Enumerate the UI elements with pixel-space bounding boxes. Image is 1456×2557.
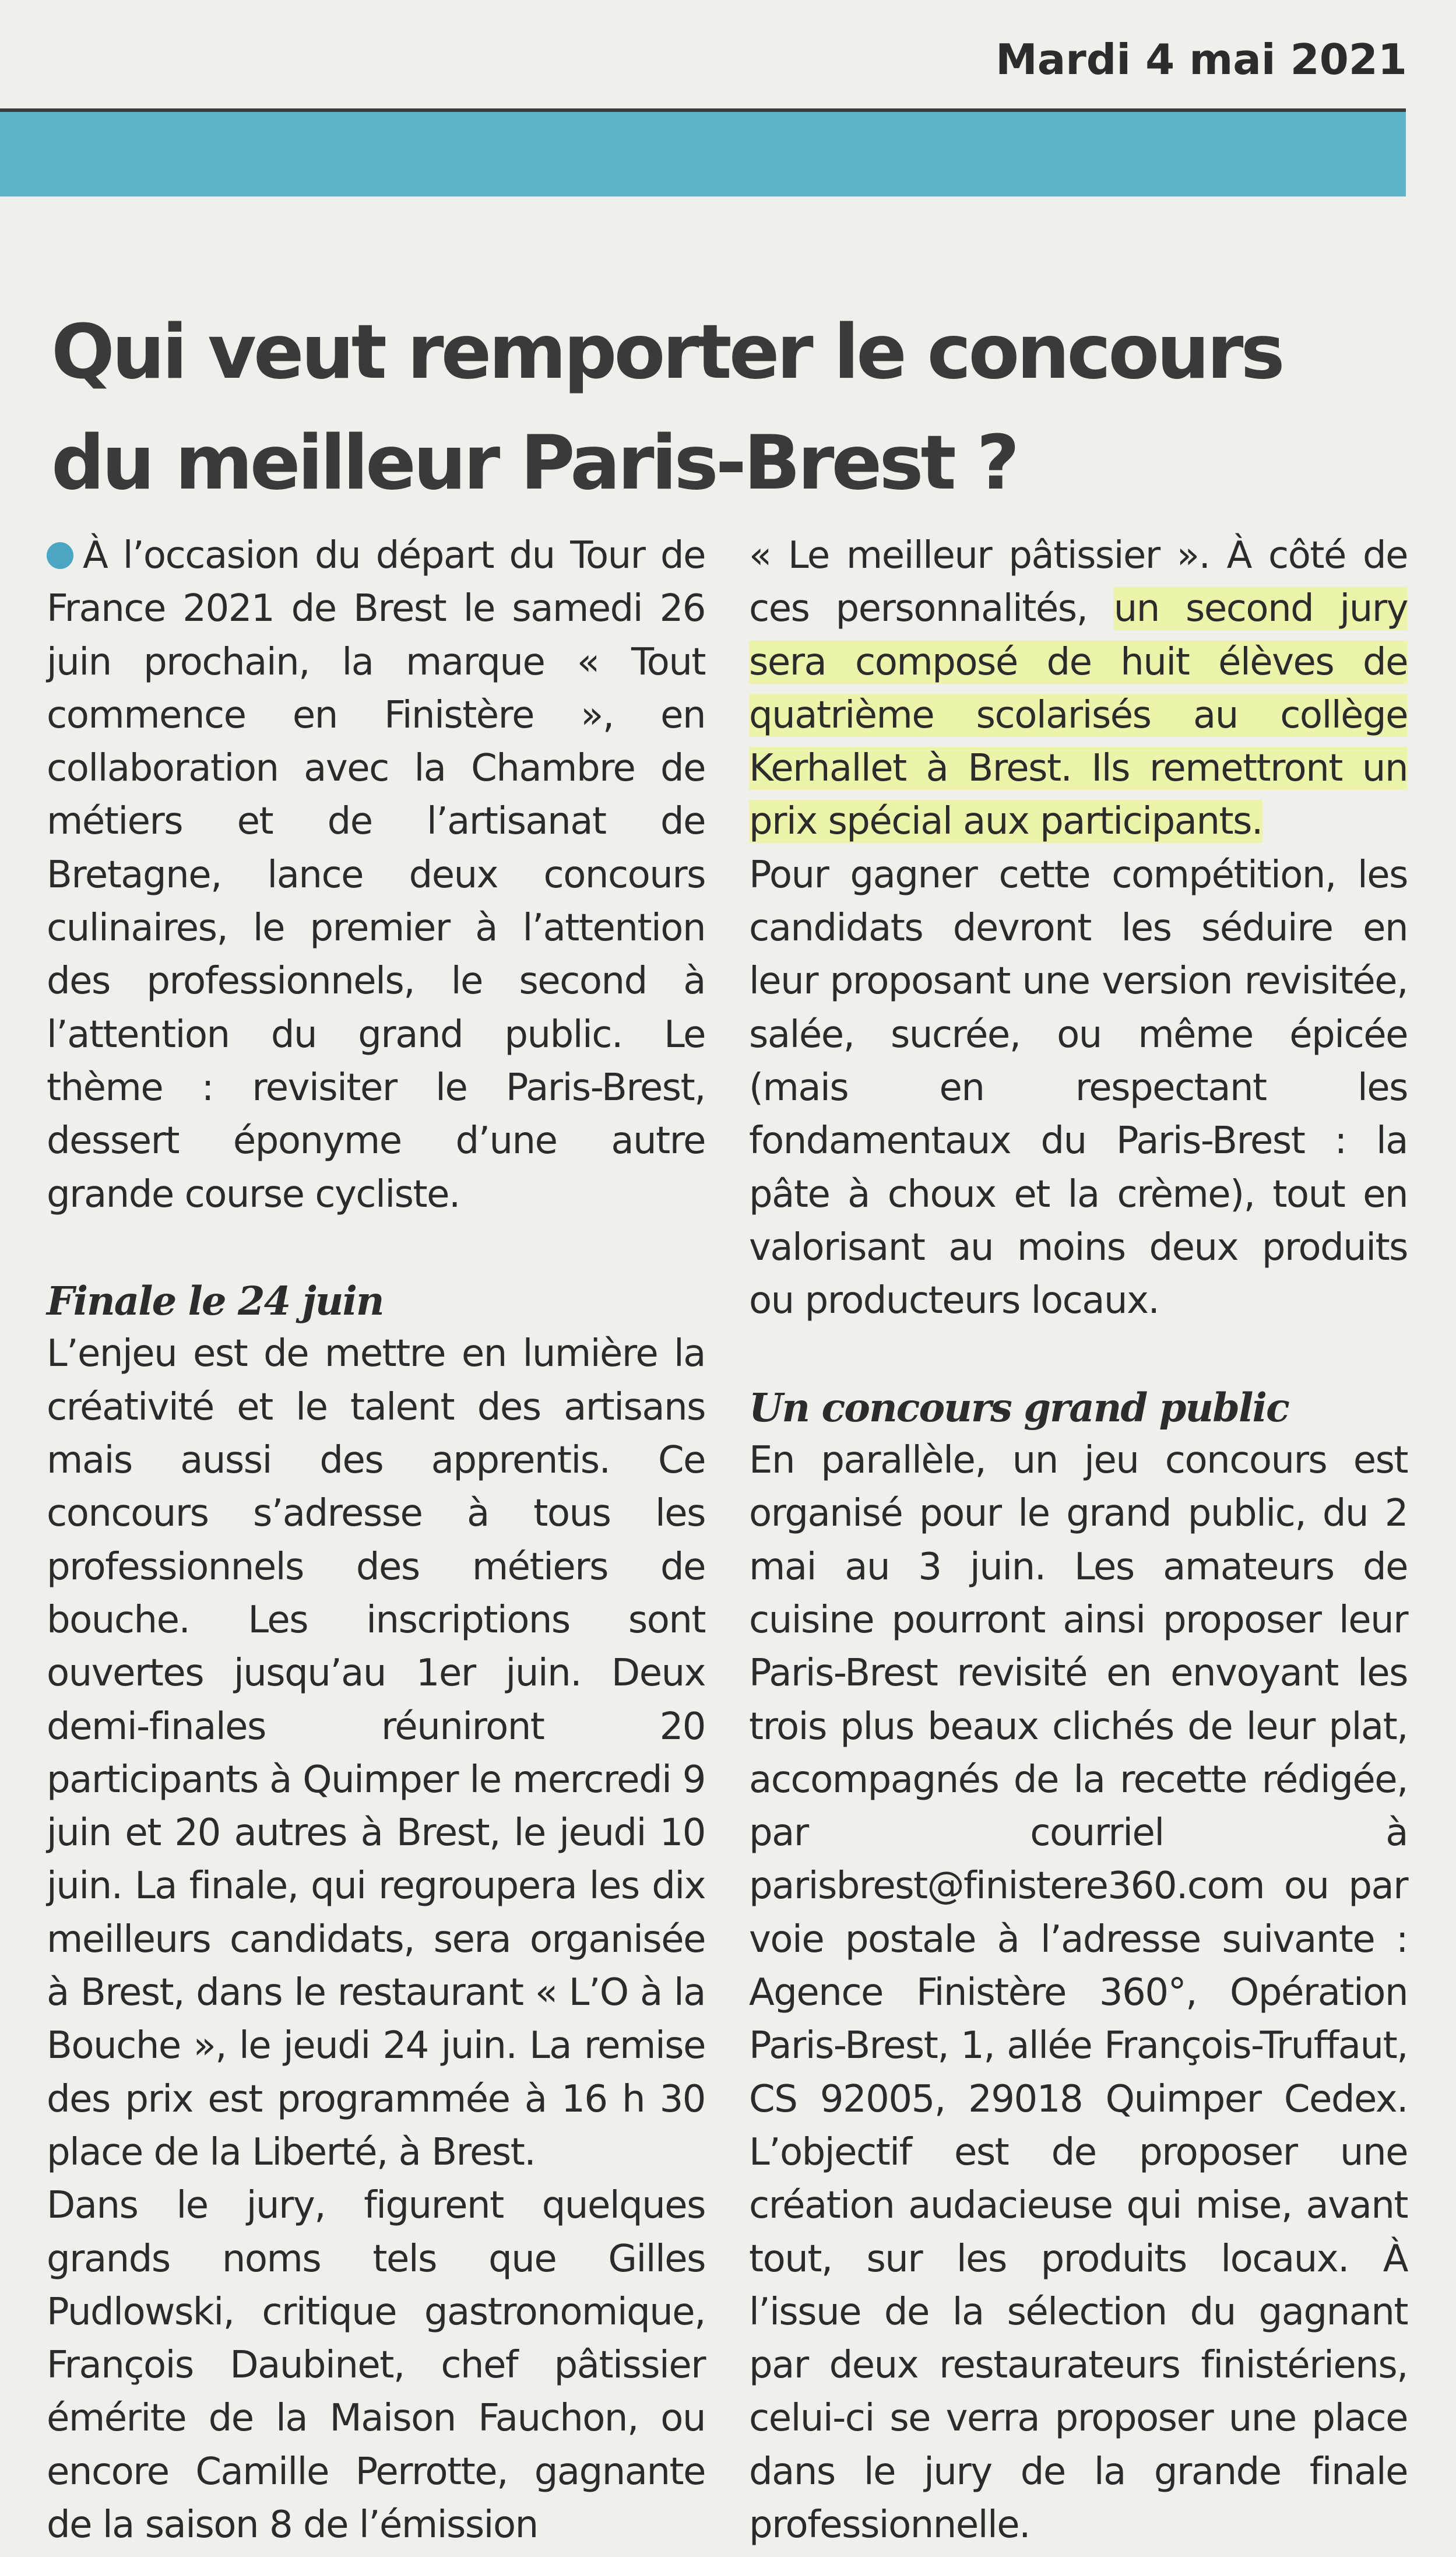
jury-paragraph: Dans le jury, figurent quelques grands noms tels que Gilles Pudlowski, critique gastronomique, François Daubinet, chef pâtissier émérite de la Maison Fauchon, ou encore Camille Perrotte, gagnante de la saison 8 de l’émission [47, 2184, 705, 2547]
section-gap [749, 1327, 1408, 1381]
section-gap [47, 1221, 705, 1274]
public-contest-paragraph: En parallèle, un jeu concours est organisé pour le grand public, du 2 mai au 3 juin. Les amateurs de cuisine pourront ainsi proposer leur Paris-Brest revisité en envoyant les trois plus beaux clichés de leur plat, accompagnés de la recette rédigée, par courriel à parisbrest@finistere360.com ou par voie postale à l’adresse suivante : Agence Finistère 360°, Opération Paris-Brest, 1, allée François-Truffaut, CS 92005, 29018 Quimper Cedex. L’objectif est de proposer une création audacieuse qui mise, avant tout, sur les produits locaux. À l’issue de la sélection du gagnant par deux restaurateurs finistériens, celui-ci se verra proposer une place dans le jury de la grande finale professionnelle. [749, 1439, 1408, 2547]
right-column [749, 529, 1408, 2552]
highlighted-text: un second jury sera composé de huit élèves de quatrième scolarisés au collège Kerhallet à Brest. Ils remettront un prix spécial aux participants. [749, 587, 1408, 844]
left-column [47, 529, 705, 2552]
article-headline: Qui veut remporter le concours du meilleur Paris-Brest ? [51, 309, 1282, 507]
header-band [0, 108, 1406, 196]
publication-date: Mardi 4 mai 2021 [996, 35, 1407, 84]
bullet-icon [47, 542, 73, 569]
subheading-public-contest: Un concours grand public [749, 1384, 1289, 1431]
jury-continuation-paragraph [749, 529, 1408, 849]
subheading-finale: Finale le 24 juin [47, 1278, 384, 1325]
continuation-text: « Le meilleur pâtissier ». À côté de ces personnalités, [749, 534, 1408, 631]
competition-paragraph: Pour gagner cette compétition, les candidats devront les séduire en leur proposant une version revisitée, salée, sucrée, ou même épicée (mais en respectant les fondamentaux du Paris-Brest : la pâte à choux et la crème), tout en valorisant au moins deux produits ou producteurs locaux. [749, 853, 1408, 1323]
finale-paragraph: L’enjeu est de mettre en lumière la créativité et le talent des artisans mais aussi des apprentis. Ce concours s’adresse à tous les professionnels des métiers de bouche. Les inscriptions sont ouvertes jusqu’au 1er juin. Deux demi-finales réuniront 20 participants à Quimper le mercredi 9 juin et 20 autres à Brest, le jeudi 10 juin. La finale, qui regroupera les dix meilleurs candidats, sera organisée à Brest, dans le restaurant « L’O à la Bouche », le jeudi 24 juin. La remise des prix est programmée à 16 h 30 place de la Liberté, à Brest. [47, 1332, 705, 2174]
intro-paragraph [47, 529, 705, 1221]
intro-text: À l’occasion du départ du Tour de France 2021 de Brest le samedi 26 juin prochain, la marque « Tout commence en Finistère », en collaboration avec la Chambre de métiers et de l’artisanat de Bretagne, lance deux concours culinaires, le premier à l’attention des professionnels, le second à l’attention du grand public. Le thème : revisiter le Paris-Brest, dessert éponyme d’une autre grande course cycliste. [47, 534, 705, 1216]
